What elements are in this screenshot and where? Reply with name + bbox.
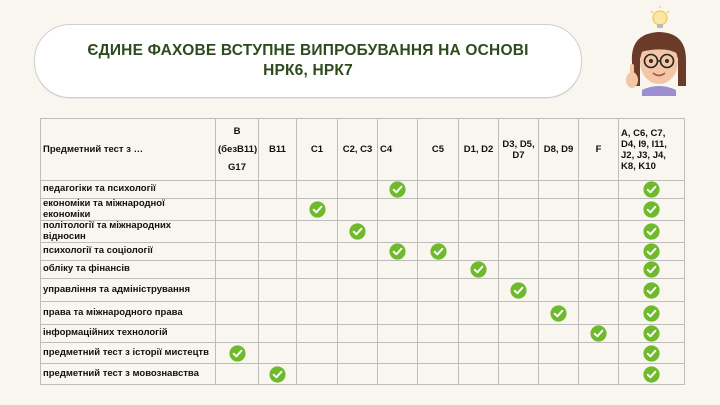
table-cell <box>338 325 378 343</box>
table-cell <box>499 325 539 343</box>
check-icon <box>643 261 660 278</box>
table-cell <box>378 325 418 343</box>
header-col: C4 <box>378 119 418 181</box>
table-cell <box>579 181 619 199</box>
table-cell <box>338 279 378 302</box>
check-icon <box>389 243 406 260</box>
table-cell <box>338 364 378 385</box>
header-col: D1, D2 <box>459 119 499 181</box>
check-icon <box>643 282 660 299</box>
table-cell <box>378 364 418 385</box>
table-cell <box>338 221 378 243</box>
table-cell <box>539 302 579 325</box>
table-cell <box>619 243 685 261</box>
header-col: B (безB11) G17 <box>216 119 259 181</box>
table-cell <box>297 343 338 364</box>
check-icon <box>470 261 487 278</box>
table-cell <box>216 302 259 325</box>
table-cell <box>418 261 459 279</box>
lightbulb-icon <box>651 6 669 28</box>
table-cell <box>459 343 499 364</box>
table-cell <box>539 181 579 199</box>
table-cell <box>259 181 297 199</box>
table-cell <box>418 221 459 243</box>
header-col: D3, D5, D7 <box>499 119 539 181</box>
subject-cell: психології та соціології <box>41 243 216 261</box>
table-cell <box>338 302 378 325</box>
table-cell <box>418 343 459 364</box>
table-cell <box>216 181 259 199</box>
table-row <box>41 243 685 261</box>
table-row <box>41 221 685 243</box>
table-cell <box>499 302 539 325</box>
subject-cell: економіки та міжнародної економіки <box>41 199 216 221</box>
table-cell <box>459 243 499 261</box>
table-cell <box>338 261 378 279</box>
check-icon <box>430 243 447 260</box>
table-cell <box>619 221 685 243</box>
table-cell <box>619 325 685 343</box>
table-cell <box>297 181 338 199</box>
table-row <box>41 261 685 279</box>
table-cell <box>216 325 259 343</box>
check-icon <box>590 325 607 342</box>
table-cell <box>619 364 685 385</box>
table-row <box>41 199 685 221</box>
table-cell <box>499 364 539 385</box>
table-cell <box>259 325 297 343</box>
table-cell <box>378 279 418 302</box>
table-cell <box>259 364 297 385</box>
check-icon <box>510 282 527 299</box>
table-cell <box>619 261 685 279</box>
table-cell <box>459 221 499 243</box>
table-cell <box>297 302 338 325</box>
table-cell <box>579 302 619 325</box>
table-cell <box>579 279 619 302</box>
table-cell <box>459 199 499 221</box>
check-icon <box>643 345 660 362</box>
table-cell <box>499 279 539 302</box>
check-icon <box>269 366 286 383</box>
table-cell <box>216 243 259 261</box>
table-cell <box>499 181 539 199</box>
table-cell <box>418 243 459 261</box>
table-cell <box>259 199 297 221</box>
table-cell <box>499 261 539 279</box>
table-cell <box>499 199 539 221</box>
table-cell <box>539 243 579 261</box>
title-banner <box>34 24 582 98</box>
table-cell <box>378 302 418 325</box>
table-cell <box>259 261 297 279</box>
table-cell <box>418 302 459 325</box>
header-col: C1 <box>297 119 338 181</box>
table-cell <box>459 279 499 302</box>
table-cell <box>216 261 259 279</box>
subject-cell: обліку та фінансів <box>41 261 216 279</box>
header-col: A, C6, C7, D4, I9, I11, J2, J3, J4, K8, K10 <box>619 119 685 181</box>
table-cell <box>619 279 685 302</box>
check-icon <box>643 305 660 322</box>
table-cell <box>259 221 297 243</box>
table-cell <box>539 279 579 302</box>
subject-cell: предметний тест з мовознавства <box>41 364 216 385</box>
table-cell <box>459 364 499 385</box>
table-cell <box>297 279 338 302</box>
header-col: D8, D9 <box>539 119 579 181</box>
table-cell <box>338 243 378 261</box>
title-line-1: ЄДИНЕ ФАХОВЕ ВСТУПНЕ ВИПРОБУВАННЯ НА ОСНОВІ <box>87 42 529 59</box>
check-icon <box>643 201 660 218</box>
check-icon <box>643 223 660 240</box>
check-icon <box>643 243 660 260</box>
header-subject: Предметний тест з … <box>41 119 216 181</box>
table-cell <box>539 199 579 221</box>
table-cell <box>216 364 259 385</box>
subject-cell: інформаційних технологій <box>41 325 216 343</box>
table-row <box>41 364 685 385</box>
table-cell <box>418 364 459 385</box>
table-cell <box>619 302 685 325</box>
table-cell <box>459 325 499 343</box>
table-cell <box>579 243 619 261</box>
subject-cell: предметний тест з історії мистецтв <box>41 343 216 364</box>
table-cell <box>259 243 297 261</box>
table-row <box>41 181 685 199</box>
check-icon <box>550 305 567 322</box>
table-cell <box>297 243 338 261</box>
table-cell <box>539 261 579 279</box>
table-row <box>41 343 685 364</box>
table-cell <box>499 243 539 261</box>
table-cell <box>378 199 418 221</box>
table-header-row <box>41 119 685 181</box>
table-cell <box>216 343 259 364</box>
table-cell <box>619 343 685 364</box>
table-cell <box>619 181 685 199</box>
table-cell <box>259 343 297 364</box>
table-cell <box>579 325 619 343</box>
table-cell <box>259 302 297 325</box>
subject-cell: права та міжнародного права <box>41 302 216 325</box>
table-cell <box>539 221 579 243</box>
table-cell <box>539 325 579 343</box>
table-cell <box>579 364 619 385</box>
table-cell <box>418 199 459 221</box>
table-cell <box>297 221 338 243</box>
table-cell <box>459 181 499 199</box>
table-cell <box>259 279 297 302</box>
table-cell <box>418 181 459 199</box>
table-cell <box>297 199 338 221</box>
table-cell <box>378 343 418 364</box>
header-col: C5 <box>418 119 459 181</box>
table-cell <box>297 325 338 343</box>
check-icon <box>643 325 660 342</box>
table-cell <box>297 261 338 279</box>
table-cell <box>539 364 579 385</box>
table-cell <box>216 221 259 243</box>
table-row <box>41 325 685 343</box>
check-icon <box>309 201 326 218</box>
table-cell <box>619 199 685 221</box>
table-cell <box>459 302 499 325</box>
table-cell <box>579 221 619 243</box>
table-cell <box>499 221 539 243</box>
table-cell <box>539 343 579 364</box>
check-icon <box>643 181 660 198</box>
subject-cell: політології та міжнародних відносин <box>41 221 216 243</box>
check-icon <box>643 366 660 383</box>
header-col: C2, C3 <box>338 119 378 181</box>
table-row <box>41 279 685 302</box>
table-cell <box>418 279 459 302</box>
table-cell <box>418 325 459 343</box>
subject-cell: управління та адміністрування <box>41 279 216 302</box>
admission-table <box>40 118 685 385</box>
table-cell <box>338 343 378 364</box>
table-cell <box>579 261 619 279</box>
header-col: F <box>579 119 619 181</box>
table-cell <box>378 243 418 261</box>
check-icon <box>349 223 366 240</box>
table-cell <box>378 181 418 199</box>
table-cell <box>579 343 619 364</box>
table-cell <box>297 364 338 385</box>
table-cell <box>459 261 499 279</box>
check-icon <box>389 181 406 198</box>
check-icon <box>229 345 246 362</box>
table-cell <box>216 199 259 221</box>
header-col: B11 <box>259 119 297 181</box>
avatar-memoji-icon <box>618 6 702 96</box>
table-cell <box>338 199 378 221</box>
table-cell <box>378 261 418 279</box>
table-cell <box>216 279 259 302</box>
table-cell <box>378 221 418 243</box>
title-line-2: НРК6, НРК7 <box>263 62 353 79</box>
table-cell <box>338 181 378 199</box>
subject-cell: педагогіки та психології <box>41 181 216 199</box>
table-row <box>41 302 685 325</box>
table-cell <box>499 343 539 364</box>
table-cell <box>579 199 619 221</box>
